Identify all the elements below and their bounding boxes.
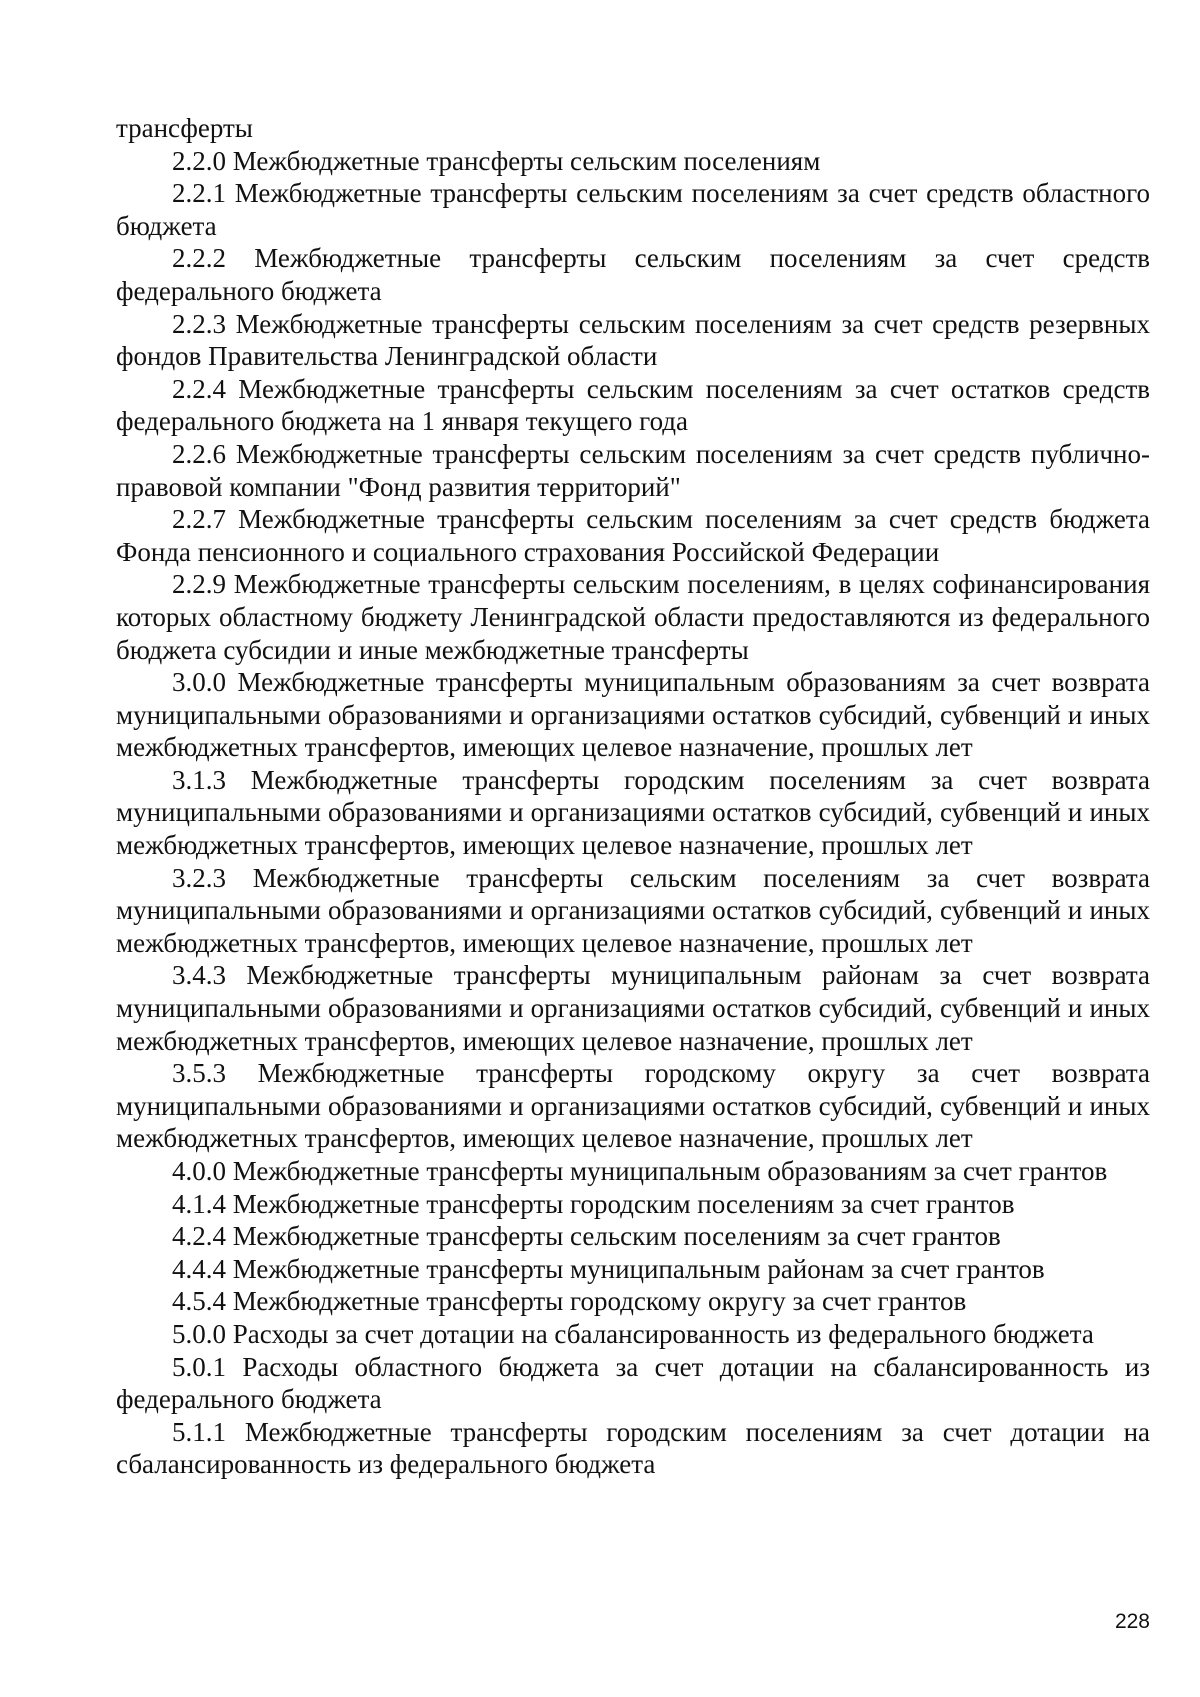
paragraph-5-0-1: 5.0.1 Расходы областного бюджета за счет дотации на сбалансированность из федерального бюджета [116,1351,1150,1415]
paragraph-continuation: трансферты [116,113,253,143]
document-body [116,112,1150,1481]
paragraph-2-2-6: 2.2.6 Межбюджетные трансферты сельским поселениям за счет средств публично-правовой компании "Фонд развития территорий" [116,438,1150,502]
paragraph-3-0-0: 3.0.0 Межбюджетные трансферты муниципальным образованиям за счет возврата муниципальными образованиями и организациями остатков субсидий, субвенций и иных межбюджетных трансфертов, имеющих целевое назначение, прошлых лет [116,667,1150,763]
paragraph-4-4-4: 4.4.4 Межбюджетные трансферты муниципальным районам за счет грантов [172,1253,1045,1284]
paragraph-2-2-0: 2.2.0 Межбюджетные трансферты сельским поселениям [172,145,821,176]
page-number: 228 [1114,1610,1150,1633]
paragraph-3-5-3: 3.5.3 Межбюджетные трансферты городскому округу за счет возврата муниципальными образованиями и организациями остатков субсидий, субвенций и иных межбюджетных трансфертов, имеющих целевое назначение, прошлых лет [116,1058,1150,1154]
paragraph-4-2-4: 4.2.4 Межбюджетные трансферты сельским поселениям за счет грантов [172,1221,1001,1252]
paragraph-3-2-3: 3.2.3 Межбюджетные трансферты сельским поселениям за счет возврата муниципальными образованиями и организациями остатков субсидий, субвенций и иных межбюджетных трансфертов, имеющих целевое назначение, прошлых лет [116,862,1150,958]
paragraph-3-4-3: 3.4.3 Межбюджетные трансферты муниципальным районам за счет возврата муниципальными образованиями и организациями остатков субсидий, субвенций и иных межбюджетных трансфертов, имеющих целевое назначение, прошлых лет [116,960,1150,1056]
paragraph-5-1-1: 5.1.1 Межбюджетные трансферты городским поселениям за счет дотации на сбалансированность из федерального бюджета [116,1416,1150,1480]
paragraph-2-2-2: 2.2.2 Межбюджетные трансферты сельским поселениям за счет средств федерального бюджета [116,243,1150,306]
paragraph-4-0-0: 4.0.0 Межбюджетные трансферты муниципальным образованиям за счет грантов [172,1156,1108,1186]
paragraph-4-5-4: 4.5.4 Межбюджетные трансферты городскому округу за счет грантов [172,1286,967,1317]
paragraph-2-2-7: 2.2.7 Межбюджетные трансферты сельским поселениям за счет средств бюджета Фонда пенсионного и социального страхования Российской Федерации [116,504,1150,567]
paragraph-5-0-0: 5.0.0 Расходы за счет дотации на сбалансированность из федерального бюджета [172,1318,1094,1349]
paragraph-2-2-3: 2.2.3 Межбюджетные трансферты сельским поселениям за счет средств резервных фондов Правительства Ленинградской области [116,308,1150,372]
paragraph-2-2-1: 2.2.1 Межбюджетные трансферты сельским поселениям за счет средств областного бюджета [116,178,1150,241]
paragraph-4-1-4: 4.1.4 Межбюджетные трансферты городским поселениям за счет грантов [172,1188,1015,1219]
paragraph-2-2-9: 2.2.9 Межбюджетные трансферты сельским поселениям, в целях софинансирования которых областному бюджету Ленинградской области предоставляются из федерального бюджета субсидии и иные межбюджетные трансферты [116,569,1150,665]
paragraph-3-1-3: 3.1.3 Межбюджетные трансферты городским поселениям за счет возврата муниципальными образованиями и организациями остатков субсидий, субвенций и иных межбюджетных трансфертов, имеющих целевое назначение, прошлых лет [116,764,1150,861]
paragraph-2-2-4: 2.2.4 Межбюджетные трансферты сельским поселениям за счет остатков средств федерального бюджета на 1 января текущего года [116,373,1150,437]
